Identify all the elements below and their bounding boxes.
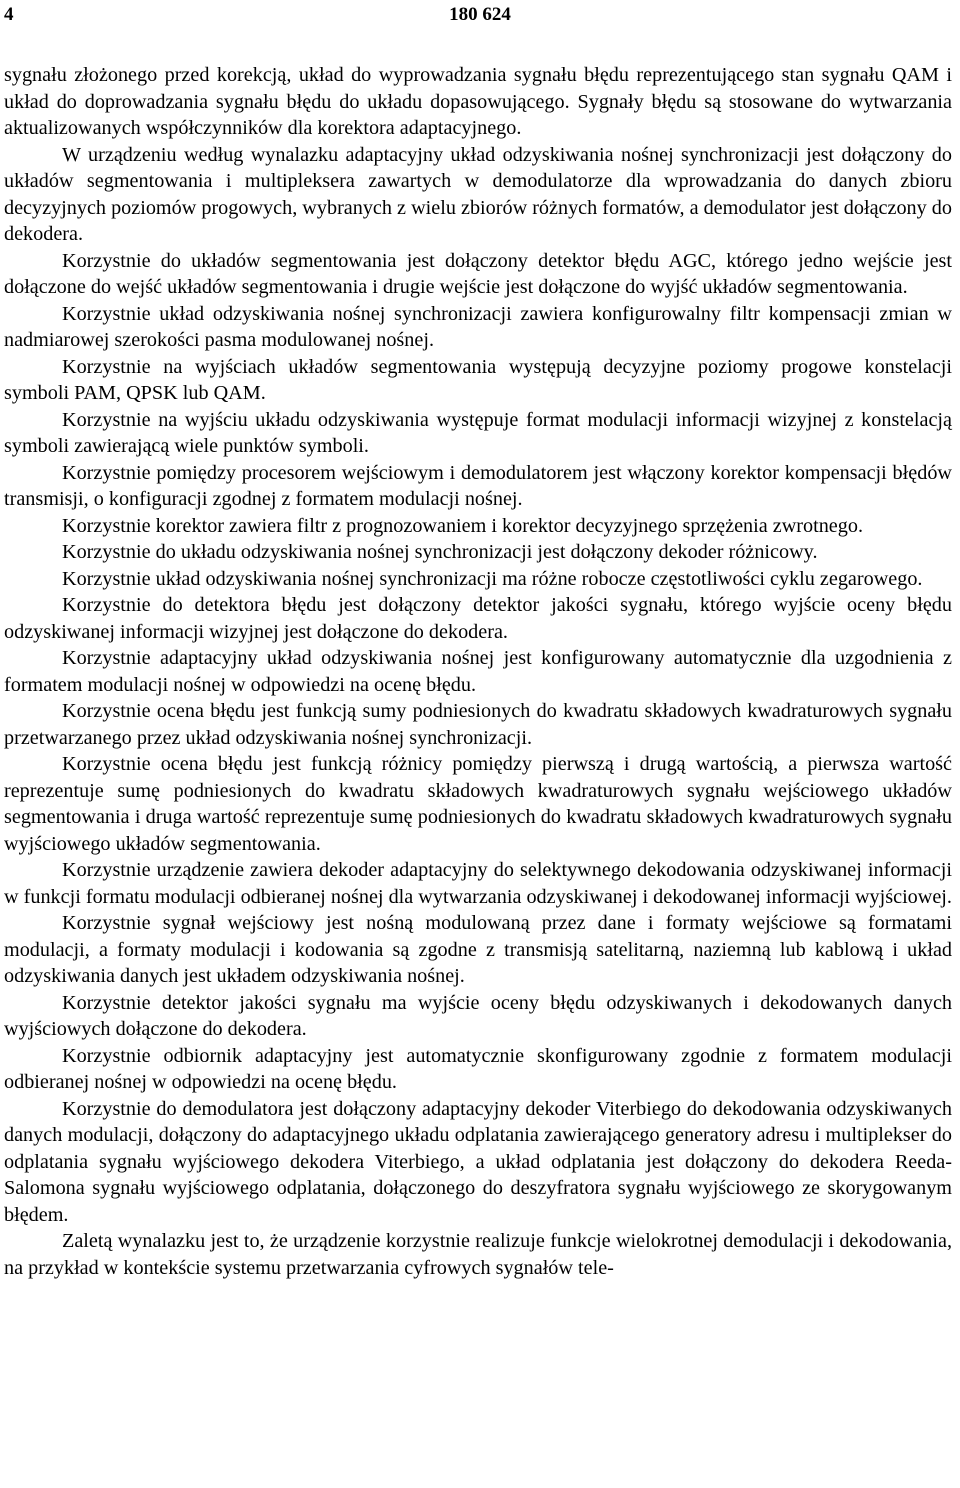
paragraph: Korzystnie odbiornik adaptacyjny jest automatycznie skonfigurowany zgodnie z formatem modulacji odbieranej nośnej w odpowiedzi na ocenę błędu. [4, 1044, 952, 1093]
paragraph: Korzystnie korektor zawiera filtr z prognozowaniem i korektor decyzyjnego sprzężenia zwrotnego. [62, 514, 864, 537]
paragraph: Korzystnie urządzenie zawiera dekoder adaptacyjny do selektywnego dekodowania odzyskiwanej informacji w funkcji formatu modulacji odbieranej nośnej dla wytwarzania odzyskiwanej i dekodowanej informacji wyjściowej. [4, 859, 952, 908]
paragraph: Korzystnie do demodulatora jest dołączony adaptacyjny dekoder Viterbiego do dekodowania odzyskiwanych danych modulacji, dołączony do adaptacyjnego układu odplatania zawierającego generatory adresu i multiplekser do odplatania sygnału wyjściowego dekodera Viterbiego, a układ odplatania jest dołączony do dekodera Reeda-Salomona sygnału wyjściowego odplatania, dołączonego do deszyfratora sygnału wyjściowego ze skorygowanym błędem. [4, 1097, 952, 1226]
paragraph: Zaletą wynalazku jest to, że urządzenie korzystnie realizuje funkcje wielokrotnej demodulacji i dekodowania, na przykład w kontekście systemu przetwarzania cyfrowych sygnałów tele- [4, 1230, 952, 1279]
document-number: 180 624 [449, 4, 511, 25]
paragraph: Korzystnie układ odzyskiwania nośnej synchronizacji zawiera konfigurowalny filtr kompensacji zmian w nadmiarowej szerokości pasma modulowanej nośnej. [4, 302, 952, 351]
paragraph: W urządzeniu według wynalazku adaptacyjny układ odzyskiwania nośnej synchronizacji jest dołączony do układów segmentowania i multipleksera zawartych w demodulatorze dla wprowadzania do danych zbioru decyzyjnych poziomów progowych, wybranych z wielu zbiorów różnych formatów, a demodulator jest dołączony do dekodera. [4, 143, 952, 245]
paragraph: Korzystnie ocena błędu jest funkcją różnicy pomiędzy pierwszą i drugą wartością, a pierwsza wartość reprezentuje sumę podniesionych do kwadratu składowych kwadraturowych sygnału wejściowego układów segmentowania i druga wartość reprezentuje sumę podniesionych do kwadratu składowych kwadraturowych sygnału wyjściowego układów segmentowania. [4, 753, 952, 855]
page-number: 4 [4, 4, 14, 25]
document-body [4, 62, 952, 1281]
paragraph: Korzystnie do detektora błędu jest dołączony detektor jakości sygnału, którego wyjście oceny błędu odzyskiwanej informacji wizyjnej jest dołączone do dekodera. [4, 594, 952, 643]
paragraph: Korzystnie detektor jakości sygnału ma wyjście oceny błędu odzyskiwanych i dekodowanych danych wyjściowych dołączone do dekodera. [4, 991, 952, 1040]
page-header [0, 4, 960, 32]
paragraph: Korzystnie adaptacyjny układ odzyskiwania nośnej jest konfigurowany automatycznie dla uzgodnienia z formatem modulacji nośnej w odpowiedzi na ocenę błędu. [4, 647, 952, 696]
paragraph: Korzystnie do układu odzyskiwania nośnej synchronizacji jest dołączony dekoder różnicowy. [62, 541, 818, 563]
paragraph: Korzystnie pomiędzy procesorem wejściowym i demodulatorem jest włączony korektor kompensacji błędów transmisji, o konfiguracji zgodnej z formatem modulacji nośnej. [4, 461, 952, 510]
paragraph: sygnału złożonego przed korekcją, układ do wyprowadzania sygnału błędu reprezentującego stan sygnału QAM i układ do doprowadzania sygnału błędu do układu dopasowującego. Sygnały błędu są stosowane do wytwarzania aktualizowanych współczynników dla korektora adaptacyjnego. [4, 64, 952, 139]
paragraph: Korzystnie ocena błędu jest funkcją sumy podniesionych do kwadratu składowych kwadraturowych sygnału przetwarzanego przez układ odzyskiwania nośnej synchronizacji. [4, 700, 952, 749]
paragraph: Korzystnie układ odzyskiwania nośnej synchronizacji ma różne robocze częstotliwości cyklu zegarowego. [62, 567, 923, 590]
paragraph: Korzystnie na wyjściu układu odzyskiwania występuje format modulacji informacji wizyjnej z konstelacją symboli zawierającą wiele punktów symboli. [4, 408, 952, 457]
paragraph: Korzystnie sygnał wejściowy jest nośną modulowaną przez dane i formaty wejściowe są formatami modulacji, a formaty modulacji i kodowania są zgodne z transmisją satelitarną, naziemną lub kablową i układ odzyskiwania danych jest układem odzyskiwania nośnej. [4, 912, 952, 987]
paragraph: Korzystnie do układów segmentowania jest dołączony detektor błędu AGC, którego jedno wejście jest dołączone do wejść układów segmentowania i drugie wejście jest dołączone do wyjść układów segmentowania. [4, 249, 952, 298]
paragraph: Korzystnie na wyjściach układów segmentowania występują decyzyjne poziomy progowe konstelacji symboli PAM, QPSK lub QAM. [4, 355, 952, 404]
